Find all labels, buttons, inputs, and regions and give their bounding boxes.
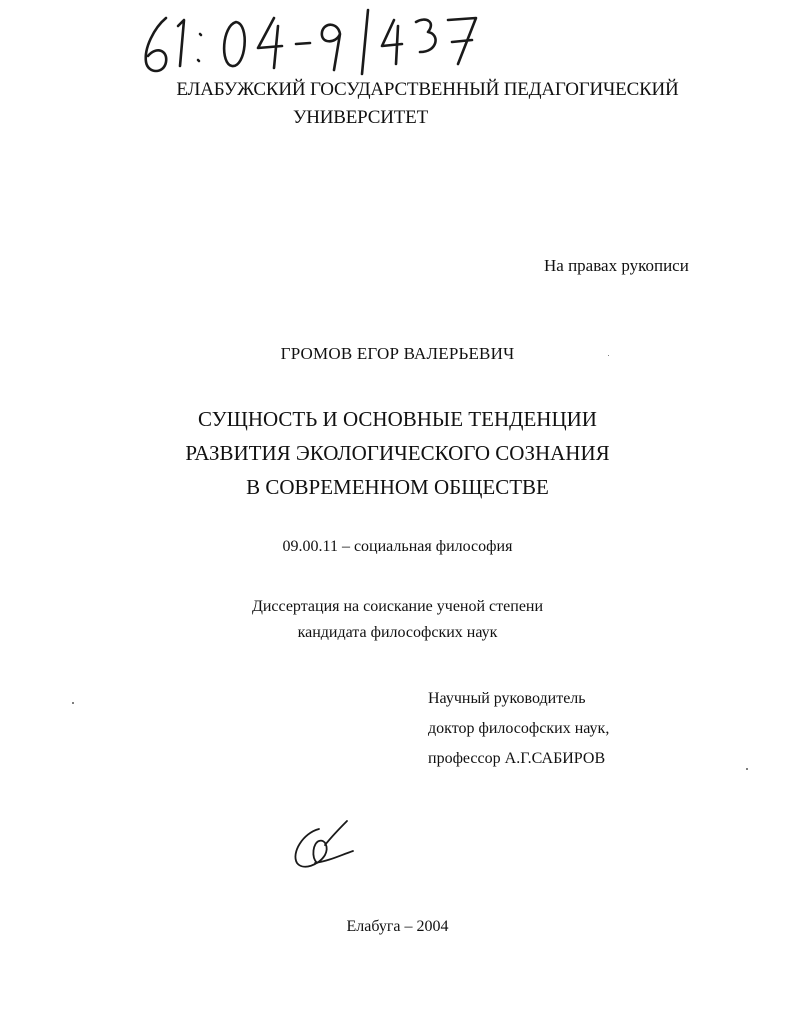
place-and-year: Елабуга – 2004 xyxy=(346,918,449,935)
advisor-line-1: Научный руководитель xyxy=(428,690,586,707)
university-name xyxy=(30,76,795,132)
university-line-2: УНИВЕРСИТЕТ xyxy=(293,107,428,128)
degree-line-1: Диссертация на соискание ученой степени xyxy=(251,598,544,615)
archive-number-handwriting xyxy=(136,4,496,76)
dissertation-degree xyxy=(0,594,795,646)
specialty-code: 09.00.11 – социальная философия xyxy=(282,538,513,555)
scan-speck xyxy=(746,768,748,770)
title-line-2: РАЗВИТИЯ ЭКОЛОГИЧЕСКОГО СОЗНАНИЯ xyxy=(185,441,610,465)
dissertation-title xyxy=(0,402,795,504)
title-line-1: СУЩНОСТЬ И ОСНОВНЫЕ ТЕНДЕНЦИИ xyxy=(198,407,597,431)
advisor-line-2: доктор философских наук, xyxy=(428,720,610,737)
signature-mark xyxy=(285,815,360,875)
title-line-3: В СОВРЕМЕННОМ ОБЩЕСТВЕ xyxy=(246,475,549,499)
university-line-1: ЕЛАБУЖСКИЙ ГОСУДАРСТВЕННЫЙ ПЕДАГОГИЧЕСКИЙ xyxy=(176,79,679,100)
manuscript-rights: На правах рукописи xyxy=(544,256,689,275)
scan-speck xyxy=(72,702,74,704)
author-name: ГРОМОВ ЕГОР ВАЛЕРЬЕВИЧ xyxy=(280,344,515,363)
scan-speck xyxy=(608,355,609,356)
advisor-line-3: профессор А.Г.САБИРОВ xyxy=(428,750,606,767)
scientific-advisor xyxy=(428,684,609,774)
degree-line-2: кандидата философских наук xyxy=(297,624,498,641)
